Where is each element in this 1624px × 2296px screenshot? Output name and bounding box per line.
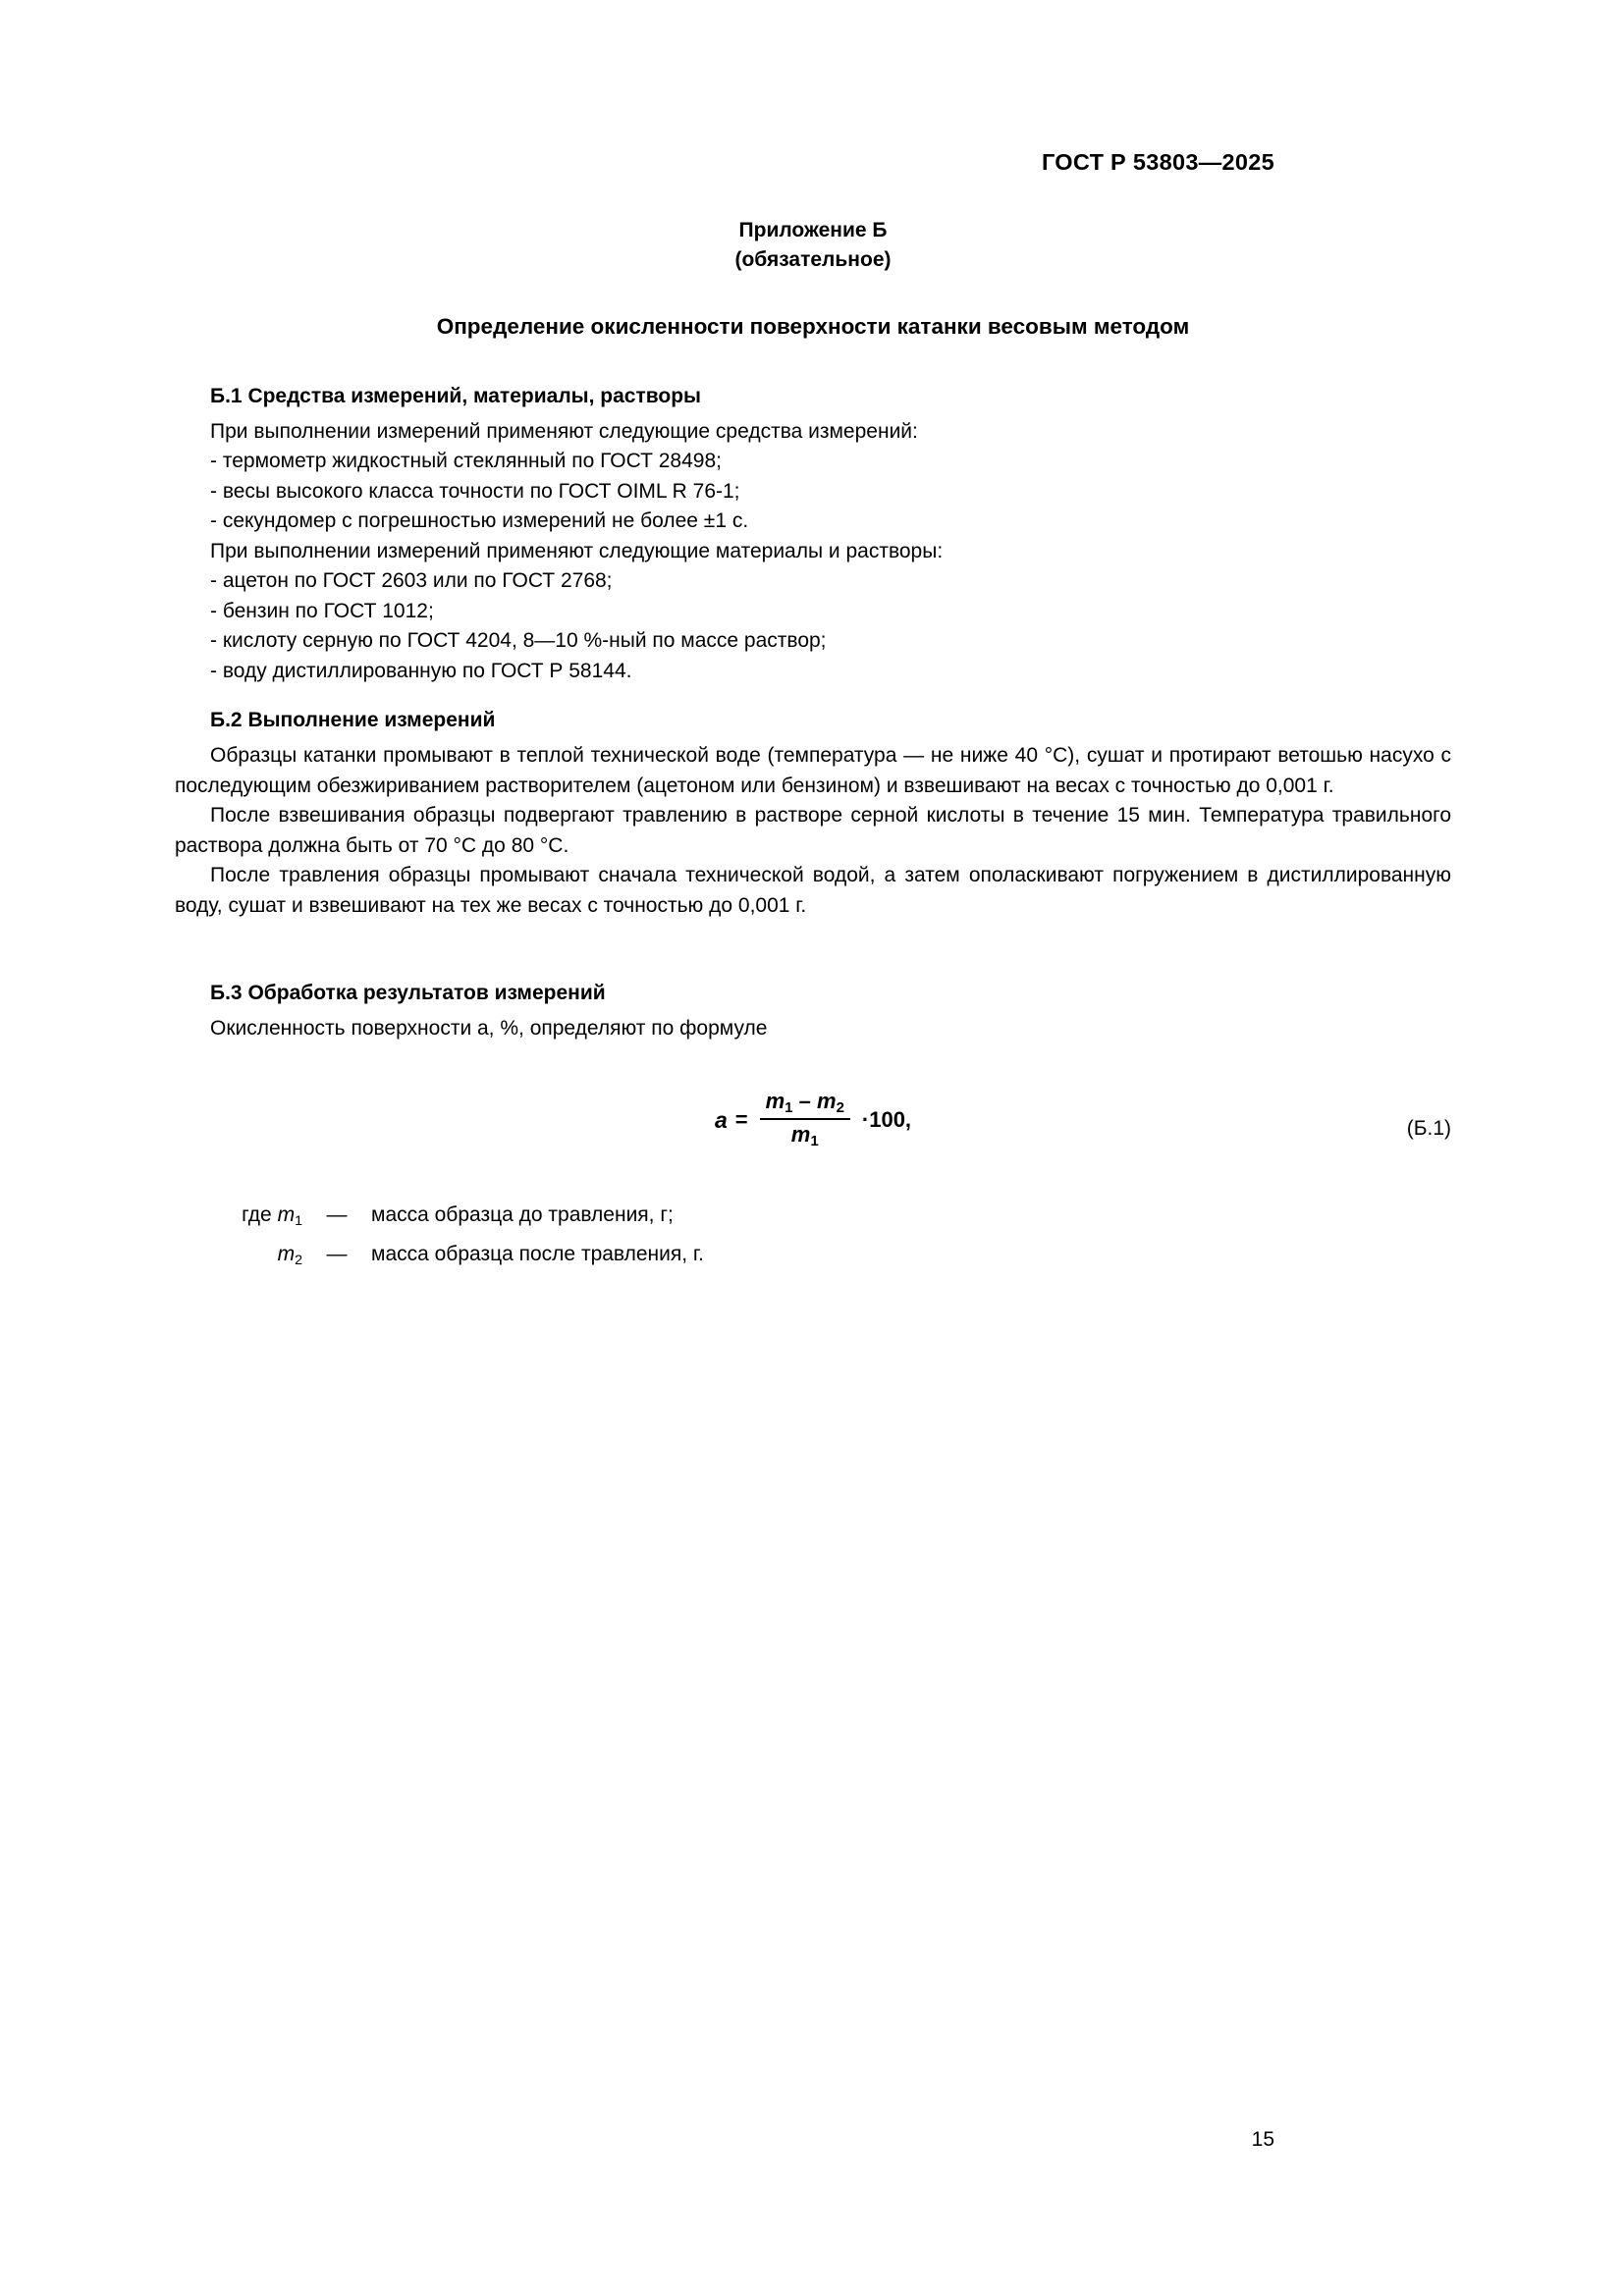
legend-text: масса образца до травления, г;: [371, 1203, 674, 1226]
annex-title: [175, 216, 1451, 275]
legend-dash: —: [326, 1203, 348, 1226]
legend-text: масса образца после травления, г.: [371, 1243, 704, 1266]
paragraph: Образцы катанки промывают в теплой технической воде (температура — не ниже 40 °C), сушат и протирают ветошью насухо с последующим обезжириванием растворителем (ацетоном или бензином) и взвешивают на весах с точностью до 0,001 г.: [175, 744, 1451, 797]
page-title: Определение окисленности поверхности катанки весовым методом: [436, 314, 1190, 339]
annex-subtitle: (обязательное): [734, 247, 892, 271]
formula-number: (Б.1): [1406, 1117, 1451, 1140]
formula-legend: [175, 1200, 1451, 1279]
legend-row: [175, 1200, 1451, 1232]
list-item: - термометр жидкостный стеклянный по ГОСТ 28498;: [210, 450, 722, 473]
page-header-standard-id: ГОСТ Р 53803—2025: [1042, 149, 1274, 175]
formula-equals-sign: =: [734, 1107, 748, 1133]
formula-block: [175, 1090, 1451, 1178]
list-item: При выполнении измерений применяют следующие материалы и растворы:: [210, 539, 944, 562]
list-item: - бензин по ГОСТ 1012;: [210, 599, 434, 622]
formula-b1: [715, 1090, 911, 1150]
paragraph: После взвешивания образцы подвергают травлению в растворе серной кислоты в течение 15 мин. Температура травильного раствора должна быть от 70 °C до 80 °C.: [175, 804, 1451, 857]
page-number: 15: [1251, 2128, 1274, 2151]
formula-tail: ·100,: [861, 1107, 912, 1133]
legend-row: [175, 1239, 1451, 1271]
section-b2-heading: Б.2 Выполнение измерений: [210, 709, 496, 731]
list-item: При выполнении измерений применяют следующие средства измерений:: [210, 420, 918, 443]
legend-lead: где $m_1$: [242, 1203, 302, 1229]
annex-label: Приложение Б: [738, 219, 888, 241]
formula-fraction: [760, 1089, 850, 1149]
list-item: - воду дистиллированную по ГОСТ Р 58144.: [210, 659, 632, 682]
section-b1: [175, 385, 1451, 686]
legend-dash: —: [326, 1243, 348, 1266]
section-b1-lines: [210, 417, 1451, 686]
formula-denominator: $m_1$: [790, 1122, 819, 1150]
section-b3-heading: Б.3 Обработка результатов измерений: [210, 982, 606, 1004]
list-item: - ацетон по ГОСТ 2603 или по ГОСТ 2768;: [210, 569, 613, 593]
formula-left-variable: a: [714, 1106, 728, 1133]
paragraph: После травления образцы промывают сначала технической водой, а затем ополаскивают погружением в дистиллированную воду, сушат и взвешивают на тех же весах с точностью до 0,001 г.: [175, 864, 1451, 917]
section-b3: [175, 982, 1451, 1044]
list-item: - кислоту серную по ГОСТ 4204, 8—10 %-ный по массе раствор;: [210, 629, 827, 653]
formula-numerator: $m_1 - m_2$: [765, 1089, 844, 1117]
legend-lead: $m_2$: [277, 1243, 302, 1269]
list-item: - весы высокого класса точности по ГОСТ OIML R 76-1;: [210, 479, 740, 503]
section-b1-heading: Б.1 Средства измерений, материалы, растворы: [210, 385, 701, 407]
paragraph: Окисленность поверхности a, %, определяют по формуле: [210, 1017, 768, 1040]
section-b2: [175, 709, 1451, 921]
list-item: - секундомер с погрешностью измерений не более ±1 с.: [210, 509, 749, 533]
